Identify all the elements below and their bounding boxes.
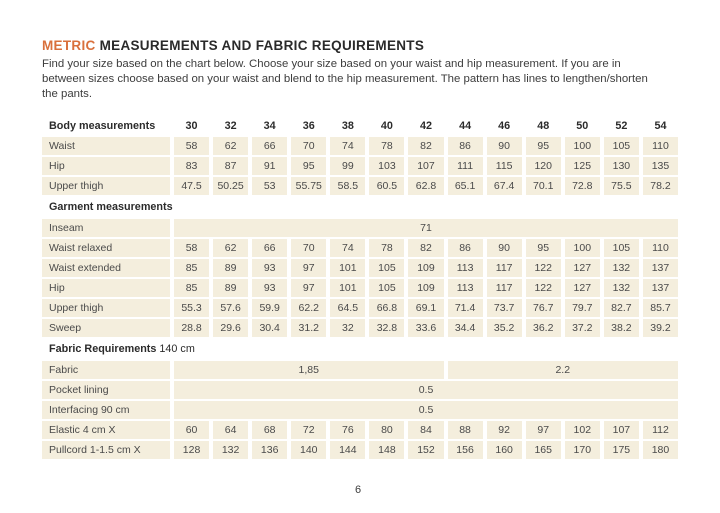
- size-header-cell: 40: [380, 119, 393, 132]
- title-highlight: METRIC: [42, 38, 96, 53]
- value-cell: 30.4: [252, 319, 287, 337]
- value-cell: 95: [526, 137, 561, 155]
- size-header-cell: 52: [615, 119, 628, 132]
- value-cell: 100: [565, 239, 600, 257]
- row-label: Waist relaxed: [42, 239, 170, 257]
- value-cell: 107: [408, 157, 443, 175]
- section-heading: [42, 341, 678, 357]
- row-label: Upper thigh: [42, 177, 170, 195]
- value-cell: 103: [369, 157, 404, 175]
- value-cell: 66: [252, 137, 287, 155]
- value-cell: 62.2: [291, 299, 326, 317]
- value-cell: 132: [213, 441, 248, 459]
- value-cell: 53: [252, 177, 287, 195]
- value-cell: 97: [291, 259, 326, 277]
- value-cell: 109: [408, 279, 443, 297]
- size-header-cell: 46: [498, 119, 511, 132]
- value-cell: 76.7: [526, 299, 561, 317]
- row-label: Body measurements: [49, 119, 156, 132]
- size-header-cell: 38: [341, 119, 354, 132]
- value-cell: 127: [565, 259, 600, 277]
- value-cell: 33.6: [408, 319, 443, 337]
- row-label: Waist: [42, 137, 170, 155]
- value-cell: 80: [369, 421, 404, 439]
- value-cell: 62.8: [408, 177, 443, 195]
- table-row: [42, 441, 678, 459]
- value-cell: 97: [291, 279, 326, 297]
- value-cell: 102: [565, 421, 600, 439]
- value-cell: 64: [213, 421, 248, 439]
- value-cell: 70: [291, 137, 326, 155]
- page-content: [42, 38, 678, 461]
- value-cell: 135: [643, 157, 678, 175]
- value-cell: 88: [448, 421, 483, 439]
- value-cell: 66.8: [369, 299, 404, 317]
- value-cell: 68: [252, 421, 287, 439]
- row-label: Hip: [42, 279, 170, 297]
- value-cell: 132: [604, 259, 639, 277]
- value-cell: 105: [369, 279, 404, 297]
- value-cell: 105: [604, 137, 639, 155]
- value-cell: 78.2: [643, 177, 678, 195]
- value-cell: 113: [448, 279, 483, 297]
- value-cell: 39.2: [643, 319, 678, 337]
- value-cell: 85.7: [643, 299, 678, 317]
- value-cell: 128: [174, 441, 209, 459]
- value-cell: 91: [252, 157, 287, 175]
- page-title: [42, 38, 678, 53]
- value-cell: 95: [526, 239, 561, 257]
- value-cell: 72.8: [565, 177, 600, 195]
- section-heading-bold: Garment measurements: [49, 201, 173, 213]
- size-header-cell: 44: [459, 119, 472, 132]
- value-cell: 112: [643, 421, 678, 439]
- value-cell: 38.2: [604, 319, 639, 337]
- row-label: Interfacing 90 cm: [42, 401, 170, 419]
- table-row: [42, 401, 678, 419]
- page-number: 6: [354, 484, 362, 496]
- size-header-cell: 30: [185, 119, 198, 132]
- value-cell: 60: [174, 421, 209, 439]
- value-cell: 70.1: [526, 177, 561, 195]
- value-cell: 76: [330, 421, 365, 439]
- table-row: [42, 259, 678, 277]
- value-cell: 60.5: [369, 177, 404, 195]
- value-cell: 82.7: [604, 299, 639, 317]
- value-cell: 107: [604, 421, 639, 439]
- value-cell: 113: [448, 259, 483, 277]
- value-cell: 57.6: [213, 299, 248, 317]
- value-cell: 78: [369, 239, 404, 257]
- value-cell: 65.1: [448, 177, 483, 195]
- table-row: [42, 117, 678, 134]
- value-cell: 90: [487, 137, 522, 155]
- section-heading: [42, 199, 678, 215]
- value-cell: 115: [487, 157, 522, 175]
- value-cell: 132: [604, 279, 639, 297]
- value-cell: 156: [448, 441, 483, 459]
- table-row: [42, 319, 678, 337]
- merged-value-cell: 1,85: [174, 361, 444, 379]
- value-cell: 175: [604, 441, 639, 459]
- value-cell: 74: [330, 239, 365, 257]
- value-cell: 89: [213, 279, 248, 297]
- value-cell: 89: [213, 259, 248, 277]
- value-cell: 84: [408, 421, 443, 439]
- value-cell: 148: [369, 441, 404, 459]
- merged-value-cell: 2.2: [448, 361, 678, 379]
- value-cell: 109: [408, 259, 443, 277]
- size-header-cell: 42: [419, 119, 432, 132]
- value-cell: 95: [291, 157, 326, 175]
- value-cell: 122: [526, 279, 561, 297]
- merged-value-cell: 0.5: [174, 401, 678, 419]
- value-cell: 67.4: [487, 177, 522, 195]
- value-cell: 86: [448, 137, 483, 155]
- value-cell: 165: [526, 441, 561, 459]
- value-cell: 58: [174, 239, 209, 257]
- intro-line: Find your size based on the chart below. Choose your size based on your waist and hip measurement. If you are in: [42, 58, 621, 70]
- row-label: Pullcord 1-1.5 cm X: [42, 441, 170, 459]
- table-row: [42, 299, 678, 317]
- value-cell: 111: [448, 157, 483, 175]
- value-cell: 62: [213, 239, 248, 257]
- value-cell: 117: [487, 279, 522, 297]
- value-cell: 28.8: [174, 319, 209, 337]
- row-label: Inseam: [42, 219, 170, 237]
- value-cell: 58: [174, 137, 209, 155]
- value-cell: 32.8: [369, 319, 404, 337]
- value-cell: 82: [408, 137, 443, 155]
- value-cell: 130: [604, 157, 639, 175]
- value-cell: 127: [565, 279, 600, 297]
- value-cell: 93: [252, 259, 287, 277]
- value-cell: 79.7: [565, 299, 600, 317]
- value-cell: 122: [526, 259, 561, 277]
- table-row: [42, 219, 678, 237]
- row-label: Fabric: [42, 361, 170, 379]
- value-cell: 136: [252, 441, 287, 459]
- value-cell: 64.5: [330, 299, 365, 317]
- value-cell: 74: [330, 137, 365, 155]
- value-cell: 160: [487, 441, 522, 459]
- value-cell: 37.2: [565, 319, 600, 337]
- value-cell: 137: [643, 259, 678, 277]
- title-rest: MEASUREMENTS AND FABRIC REQUIREMENTS: [95, 38, 425, 53]
- value-cell: 105: [604, 239, 639, 257]
- intro-line: between sizes choose based on your waist and blend to the hip measurement. The pattern has lines to lengthen/shorten: [42, 73, 648, 85]
- value-cell: 86: [448, 239, 483, 257]
- value-cell: 117: [487, 259, 522, 277]
- intro-line: the pants.: [42, 88, 93, 100]
- value-cell: 170: [565, 441, 600, 459]
- size-header-cell: 36: [302, 119, 315, 132]
- value-cell: 47.5: [174, 177, 209, 195]
- value-cell: 92: [487, 421, 522, 439]
- row-label: Sweep: [42, 319, 170, 337]
- row-label: Pocket lining: [42, 381, 170, 399]
- value-cell: 137: [643, 279, 678, 297]
- value-cell: 93: [252, 279, 287, 297]
- value-cell: 97: [526, 421, 561, 439]
- value-cell: 99: [330, 157, 365, 175]
- section-heading-bold: Fabric Requirements: [49, 343, 157, 355]
- table-row: [42, 361, 678, 379]
- table-row: [42, 421, 678, 439]
- size-header-cell: 32: [224, 119, 237, 132]
- table-row: [42, 381, 678, 399]
- value-cell: 110: [643, 137, 678, 155]
- value-cell: 58.5: [330, 177, 365, 195]
- value-cell: 78: [369, 137, 404, 155]
- value-cell: 55.3: [174, 299, 209, 317]
- merged-value-cell: 0.5: [174, 381, 678, 399]
- value-cell: 75.5: [604, 177, 639, 195]
- table-row: [42, 137, 678, 155]
- value-cell: 29.6: [213, 319, 248, 337]
- table-row: [42, 239, 678, 257]
- table-row: [42, 157, 678, 175]
- size-header-cell: 34: [263, 119, 276, 132]
- table-row: [42, 279, 678, 297]
- measurement-table: [42, 117, 678, 459]
- value-cell: 87: [213, 157, 248, 175]
- value-cell: 34.4: [448, 319, 483, 337]
- value-cell: 152: [408, 441, 443, 459]
- table-row: [42, 177, 678, 195]
- value-cell: 72: [291, 421, 326, 439]
- value-cell: 120: [526, 157, 561, 175]
- value-cell: 101: [330, 259, 365, 277]
- row-label: Hip: [42, 157, 170, 175]
- value-cell: 66: [252, 239, 287, 257]
- value-cell: 50.25: [213, 177, 248, 195]
- value-cell: 101: [330, 279, 365, 297]
- value-cell: 36.2: [526, 319, 561, 337]
- row-label: Waist extended: [42, 259, 170, 277]
- value-cell: 59.9: [252, 299, 287, 317]
- value-cell: 100: [565, 137, 600, 155]
- row-label: Upper thigh: [42, 299, 170, 317]
- value-cell: 85: [174, 259, 209, 277]
- row-label: Elastic 4 cm X: [42, 421, 170, 439]
- value-cell: 110: [643, 239, 678, 257]
- value-cell: 70: [291, 239, 326, 257]
- value-cell: 180: [643, 441, 678, 459]
- value-cell: 62: [213, 137, 248, 155]
- value-cell: 82: [408, 239, 443, 257]
- value-cell: 31.2: [291, 319, 326, 337]
- value-cell: 35.2: [487, 319, 522, 337]
- value-cell: 73.7: [487, 299, 522, 317]
- value-cell: 144: [330, 441, 365, 459]
- value-cell: 125: [565, 157, 600, 175]
- value-cell: 140: [291, 441, 326, 459]
- intro-paragraph: [42, 57, 678, 102]
- size-header-cell: 48: [537, 119, 550, 132]
- section-heading-regular: 140 cm: [156, 343, 195, 355]
- size-header-cell: 50: [576, 119, 589, 132]
- value-cell: 85: [174, 279, 209, 297]
- size-header-cell: 54: [654, 119, 667, 132]
- value-cell: 71.4: [448, 299, 483, 317]
- value-cell: 90: [487, 239, 522, 257]
- value-cell: 69.1: [408, 299, 443, 317]
- value-cell: 55.75: [291, 177, 326, 195]
- value-cell: 105: [369, 259, 404, 277]
- merged-value-cell: 71: [174, 219, 678, 237]
- value-cell: 32: [330, 319, 365, 337]
- value-cell: 83: [174, 157, 209, 175]
